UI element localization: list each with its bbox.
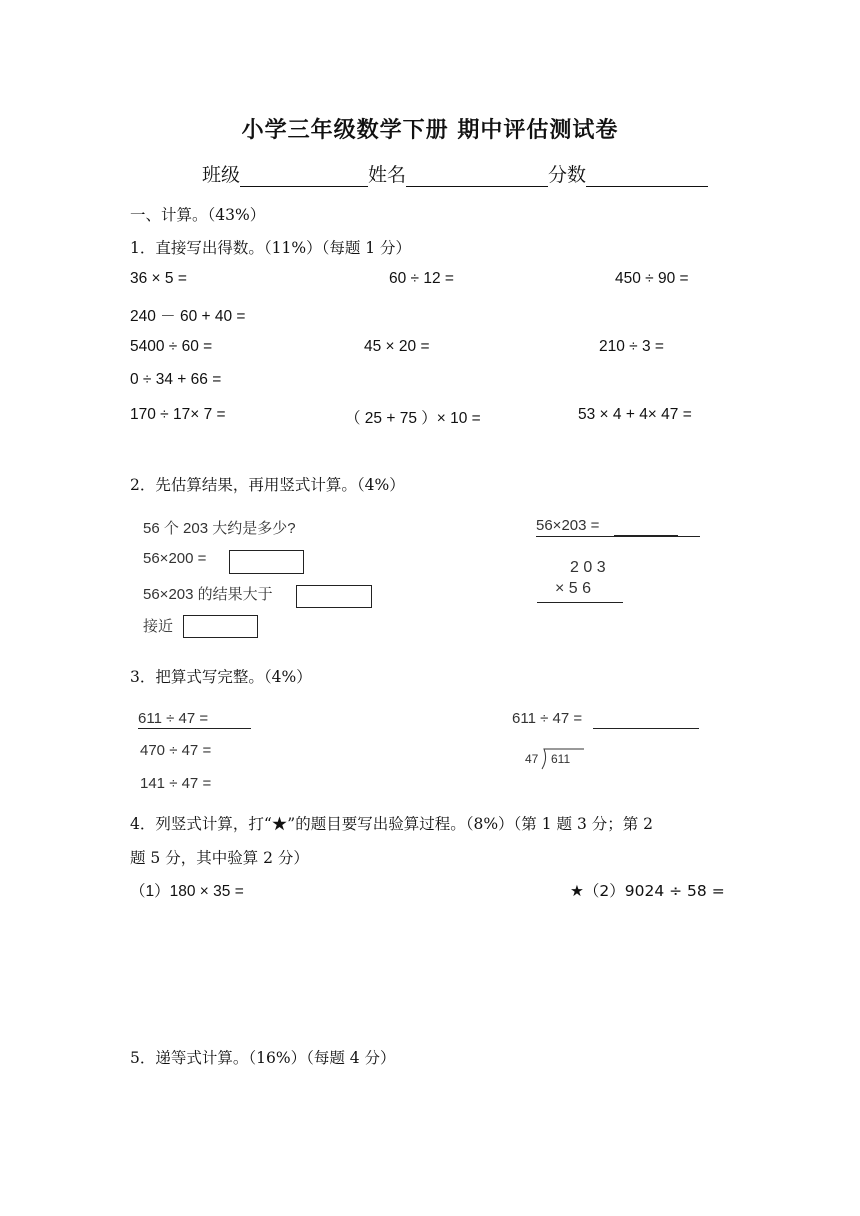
score-label: 分数 — [548, 164, 587, 186]
problem-text: （ 25 + 75 ）× 10 = — [345, 410, 481, 427]
problem-text: 56×203 = — [536, 517, 600, 534]
question-heading-cont: 题 5 分，其中验算 2 分） — [130, 849, 309, 867]
answer-box[interactable] — [296, 585, 372, 608]
problem-text: 141 ÷ 47 = — [140, 775, 212, 792]
problem-text: 接近 — [143, 618, 174, 635]
vertical-top: 2 0 3 — [570, 559, 606, 576]
vertical-line — [537, 602, 623, 603]
answer-box[interactable] — [229, 550, 304, 574]
underline — [138, 728, 251, 729]
question-heading: 5．递等式计算。（16%）（每题 4 分） — [130, 1049, 396, 1067]
dividend: 611 — [551, 752, 571, 766]
question-heading: 4．列竖式计算，打“★”的题目要写出验算过程。（8%）（第 1 题 3 分；第 2 — [130, 815, 654, 833]
class-blank — [240, 168, 368, 187]
answer-box[interactable] — [183, 615, 258, 638]
page-title: 小学三年级数学下册 期中评估测试卷 — [241, 117, 619, 143]
divisor: 47 — [525, 752, 539, 766]
problem-text: 210 ÷ 3 = — [599, 338, 664, 355]
info-line — [202, 160, 708, 187]
score-blank — [586, 168, 708, 187]
question-heading: 1．直接写出得数。（11%）（每题 1 分） — [130, 239, 412, 257]
problem-text: 611 ÷ 47 = — [512, 710, 583, 727]
class-label: 班级 — [202, 164, 241, 186]
problem-text: 56×203 的结果大于 — [143, 586, 273, 603]
question-heading: 2．先估算结果，再用竖式计算。（4%） — [130, 476, 405, 494]
problem-text: 611 ÷ 47 = — [138, 710, 209, 727]
problem-text: 470 ÷ 47 = — [140, 742, 212, 759]
problem-text: 36 × 5 = — [130, 270, 187, 287]
name-label: 姓名 — [368, 164, 407, 186]
problem-text: 45 × 20 = — [364, 338, 430, 355]
problem-text: 450 ÷ 90 = — [615, 270, 689, 287]
problem-text: 0 ÷ 34 + 66 = — [130, 371, 222, 388]
problem-text: （1）180 × 35 = — [130, 883, 244, 900]
problem-text: 170 ÷ 17× 7 = — [130, 406, 226, 423]
problem-text: 60 ÷ 12 = — [389, 270, 454, 287]
name-blank — [406, 168, 548, 187]
underline — [593, 728, 699, 729]
problem-text: ★（2）9024 ÷ 58 = — [570, 882, 725, 900]
problem-text: 56 个 203 大约是多少? — [143, 520, 296, 537]
problem-text: 240 － 60 + 40 = — [130, 308, 246, 325]
question-heading: 3．把算式写完整。（4%） — [130, 668, 312, 686]
problem-text: 53 × 4 + 4× 47 = — [578, 406, 692, 423]
section-heading: 一、计算。（43%） — [130, 206, 266, 224]
vertical-bottom: × 5 6 — [555, 580, 592, 597]
underline — [536, 536, 700, 537]
problem-text: 56×200 = — [143, 550, 207, 567]
problem-text: 5400 ÷ 60 = — [130, 338, 213, 355]
